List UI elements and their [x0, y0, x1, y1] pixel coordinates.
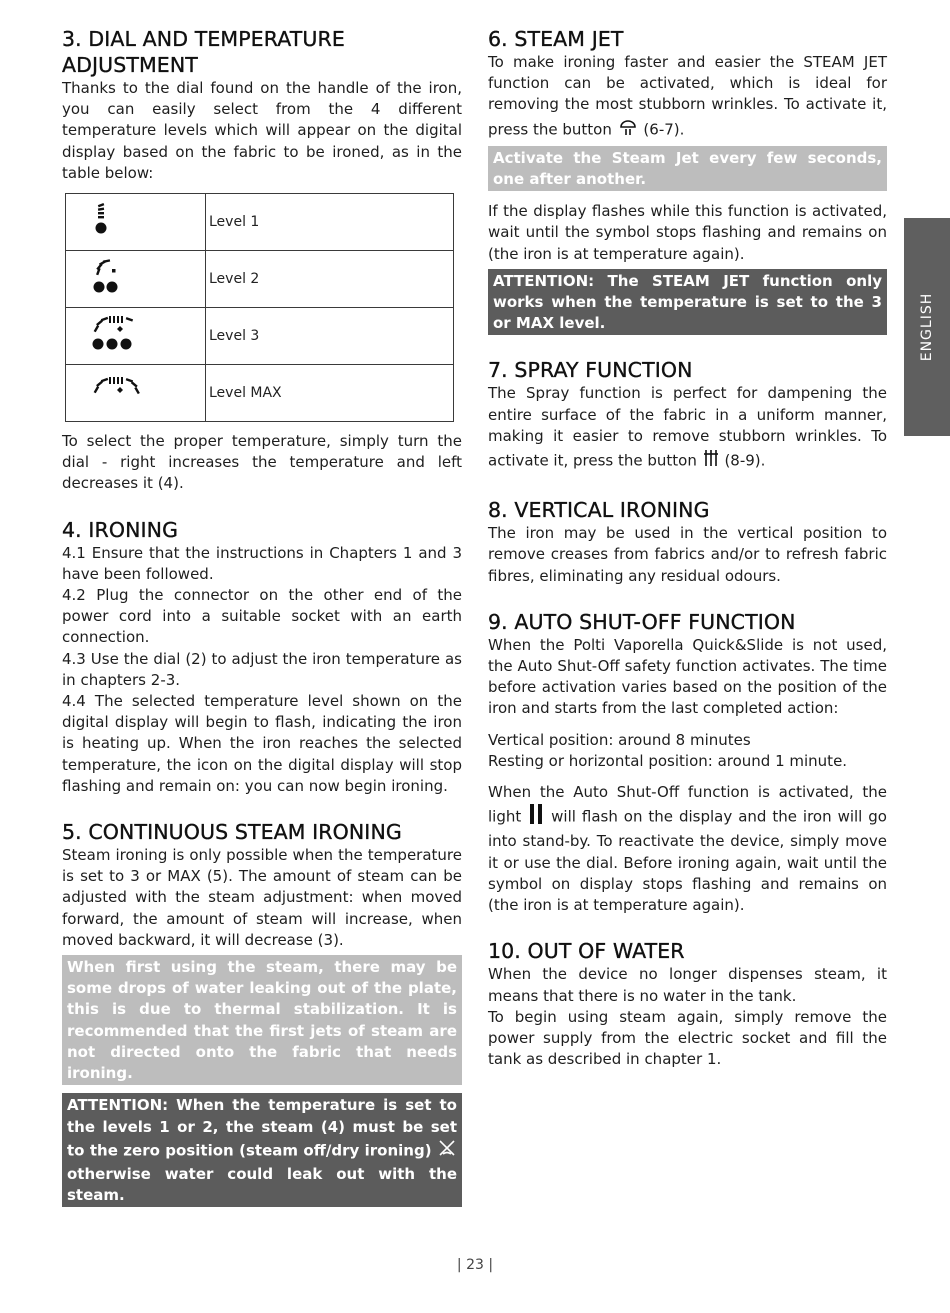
section-6-body-ref: (6-7).	[643, 120, 685, 139]
section-5-body: Steam ironing is only possible when the temperature is set to 3 or MAX (5). The amount of steam can be adjusted with the steam adjustment: when moved forward, the amount of steam will increase, when moved backward, it will decrease (3).	[62, 846, 462, 949]
section-9-body-2-text-b: will flash on the display and the iron will go into stand-by. To reactivate the device, simply move it or use the dial. Before ironing again, wait until the symbol on display stops flashing and remains on (the iron is at temperature again).	[488, 807, 887, 915]
section-4-step-1: 4.1 Ensure that the instructions in Chapters 1 and 3 have been followed.	[62, 543, 462, 583]
section-7-body-text: The Spray function is perfect for dampening the entire surface of the fabric in a uniform manner, making it easier to remove stubborn wrinkles. To activate it, press the button	[488, 384, 887, 470]
level-1-icon	[66, 194, 206, 251]
steam-off-icon	[437, 1138, 457, 1164]
section-9-resting: Resting or horizontal position: around 1 minute.	[488, 751, 848, 770]
section-5-attention-text-a: ATTENTION: When the temperature is set to the levels 1 or 2, the steam (4) must be set to the zero position (steam off/dry ironing)	[67, 1096, 457, 1160]
section-9-body: When the Polti Vaporella Quick&Slide is not used, the Auto Shut-Off safety function activates. The time before activation varies based on the position of the iron and starts from the last completed action:	[488, 635, 887, 718]
temperature-levels-table	[65, 193, 454, 422]
standby-light-icon	[527, 803, 545, 831]
left-column	[62, 26, 462, 1207]
section-3-outro: To select the proper temperature, simply turn the dial - right increases the temperature and left decreases it (4).	[62, 432, 462, 493]
section-9-body-2-text-a: When the Auto Shut-Off function is activated, the light	[488, 783, 887, 826]
level-max-icon	[66, 365, 206, 422]
steam-jet-icon	[617, 116, 639, 144]
section-10-p2: To begin using steam again, simply remove the power supply from the electric socket and fill the tank as described in chapter 1.	[488, 1007, 887, 1069]
section-9-vertical: Vertical position: around 8 minutes	[488, 730, 751, 749]
right-column	[488, 26, 887, 1070]
section-9-title: 9. AUTO SHUT-OFF FUNCTION	[488, 609, 796, 634]
section-3-title-line2: ADJUSTMENT	[62, 53, 198, 77]
page-number: | 23 |	[456, 1257, 494, 1273]
section-6-body-2: If the display flashes while this function is activated, wait until the symbol stops flashing and remains on (the iron is at temperature again).	[488, 202, 887, 263]
table-row	[66, 251, 454, 308]
level-3-icon	[66, 308, 206, 365]
section-7-body-ref: (8-9).	[724, 451, 766, 470]
section-6-attention: ATTENTION: The STEAM JET function only works when the temperature is set to the 3 or MAX level.	[488, 269, 887, 336]
section-5-attention-text-b: otherwise water could leak out with the steam.	[67, 1164, 457, 1205]
level-1-label: Level 1	[206, 194, 454, 251]
section-4-step-2: 4.2 Plug the connector on the other end of the power cord into a suitable socket with an earth connection.	[62, 586, 462, 647]
level-3-label: Level 3	[206, 308, 454, 365]
table-row	[66, 365, 454, 422]
section-3-title-line1: 3. DIAL AND TEMPERATURE	[62, 27, 345, 51]
section-4-step-4: 4.4 The selected temperature level shown on the digital display will begin to flash, indicating the iron is heating up. When the iron reaches the selected temperature, the icon on the digital display will stop flashing and remain on: you can now begin ironing.	[62, 692, 462, 795]
level-max-label: Level MAX	[206, 365, 454, 422]
level-2-label: Level 2	[206, 251, 454, 308]
section-6-body	[488, 52, 887, 144]
section-6-note: Activate the Steam Jet every few seconds, one after another.	[488, 146, 887, 191]
table-row	[66, 308, 454, 365]
spray-icon	[702, 447, 720, 475]
section-4-step-3: 4.3 Use the dial (2) to adjust the iron temperature as in chapters 2-3.	[62, 649, 462, 689]
section-8-body: The iron may be used in the vertical position to remove creases from fabrics and/or to refresh fabric fibres, eliminating any residual odours.	[488, 524, 887, 585]
section-6-body-text: To make ironing faster and easier the STEAM JET function can be activated, which is ideal for removing the most stubborn wrinkles. To activate it, press the button	[488, 53, 887, 139]
language-side-tab	[904, 218, 950, 436]
section-5-attention	[62, 1093, 462, 1207]
section-10-title: 10. OUT OF WATER	[488, 939, 685, 964]
section-6-title: 6. STEAM JET	[488, 27, 624, 51]
section-5-title: 5. CONTINUOUS STEAM IRONING	[62, 820, 402, 845]
section-3-intro: Thanks to the dial found on the handle of the iron, you can easily select from the 4 different temperature levels which will appear on the digital display based on the fabric to be ironed, as in the table below:	[62, 79, 462, 182]
table-row	[66, 194, 454, 251]
section-10-p1: When the device no longer dispenses steam, it means that there is no water in the tank.	[488, 965, 887, 1005]
section-5-note: When first using the steam, there may be some drops of water leaking out of the plate, this is due to thermal stabilization. It is recommended that the first jets of steam are not directed onto the fabric that needs ironing.	[62, 955, 462, 1085]
language-tab-label: ENGLISH	[919, 292, 935, 362]
section-9-body-2	[488, 782, 887, 916]
section-7-body	[488, 383, 887, 475]
section-7-title: 7. SPRAY FUNCTION	[488, 358, 693, 383]
section-3-title	[62, 26, 462, 78]
section-4-title: 4. IRONING	[62, 517, 179, 542]
section-8-title: 8. VERTICAL IRONING	[488, 498, 710, 523]
level-2-icon	[66, 251, 206, 308]
